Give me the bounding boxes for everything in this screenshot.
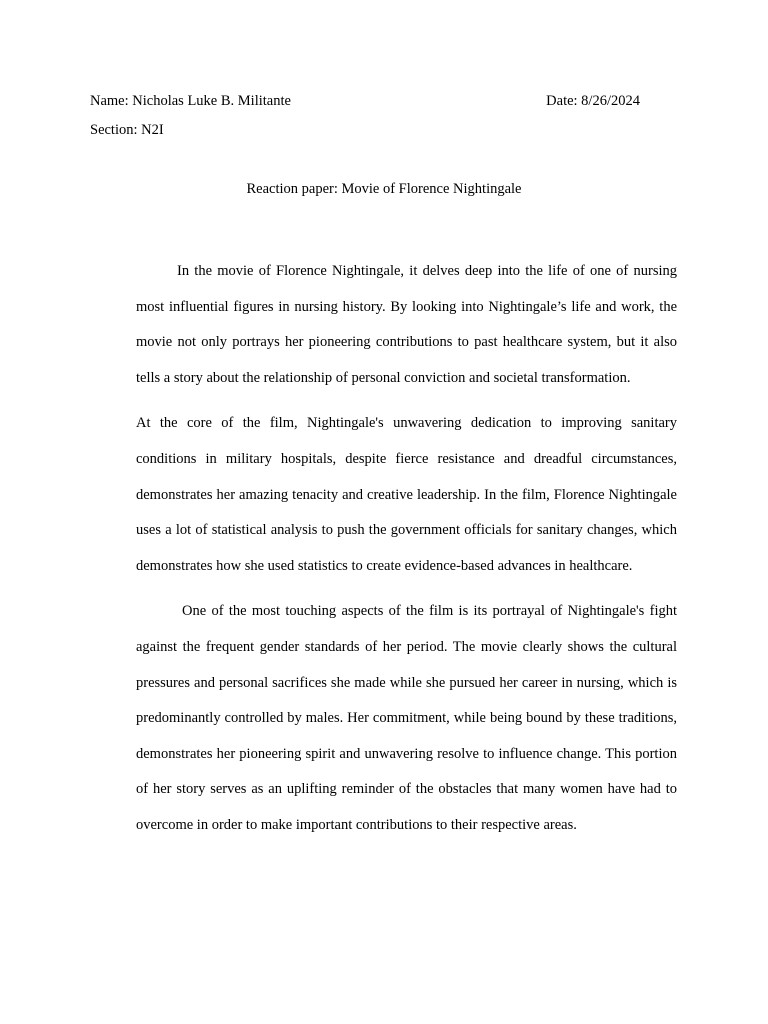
document-date: Date: 8/26/2024 [546, 93, 640, 109]
paragraph-2: At the core of the film, Nightingale's unwavering dedication to improving sanitary conditions in military hospitals, despite fierce resistance and dreadful circumstances, demonstrates her amazing tenacity and creative leadership. In the film, Florence Nightingale uses a lot of statistical analysis to push the government officials for sanitary changes, which demonstrates how she used statistics to create evidence-based advances in healthcare. [136, 415, 677, 574]
author-name: Name: Nicholas Luke B. Militante [90, 93, 291, 109]
header-row [90, 93, 640, 113]
body-text [136, 254, 677, 844]
document-title: Reaction paper: Movie of Florence Nightingale [246, 181, 522, 197]
paragraph-3: One of the most touching aspects of the film is its portrayal of Nightingale's fight against the frequent gender standards of her period. The movie clearly shows the cultural pressures and personal sacrifices she made while she pursued her career in nursing, which is predominantly controlled by males. Her commitment, while being bound by these traditions, demonstrates her pioneering spirit and unwavering resolve to influence change. This portion of her story serves as an uplifting reminder of the obstacles that many women have had to overcome in order to make important contributions to their respective areas. [136, 603, 677, 833]
section-label: Section: N2I [90, 122, 164, 138]
paragraph-1: In the movie of Florence Nightingale, it delves deep into the life of one of nursing most influential figures in nursing history. By looking into Nightingale’s life and work, the movie not only portrays her pioneering contributions to past healthcare system, but it also tells a story about the relationship of personal conviction and societal transformation. [136, 263, 677, 386]
